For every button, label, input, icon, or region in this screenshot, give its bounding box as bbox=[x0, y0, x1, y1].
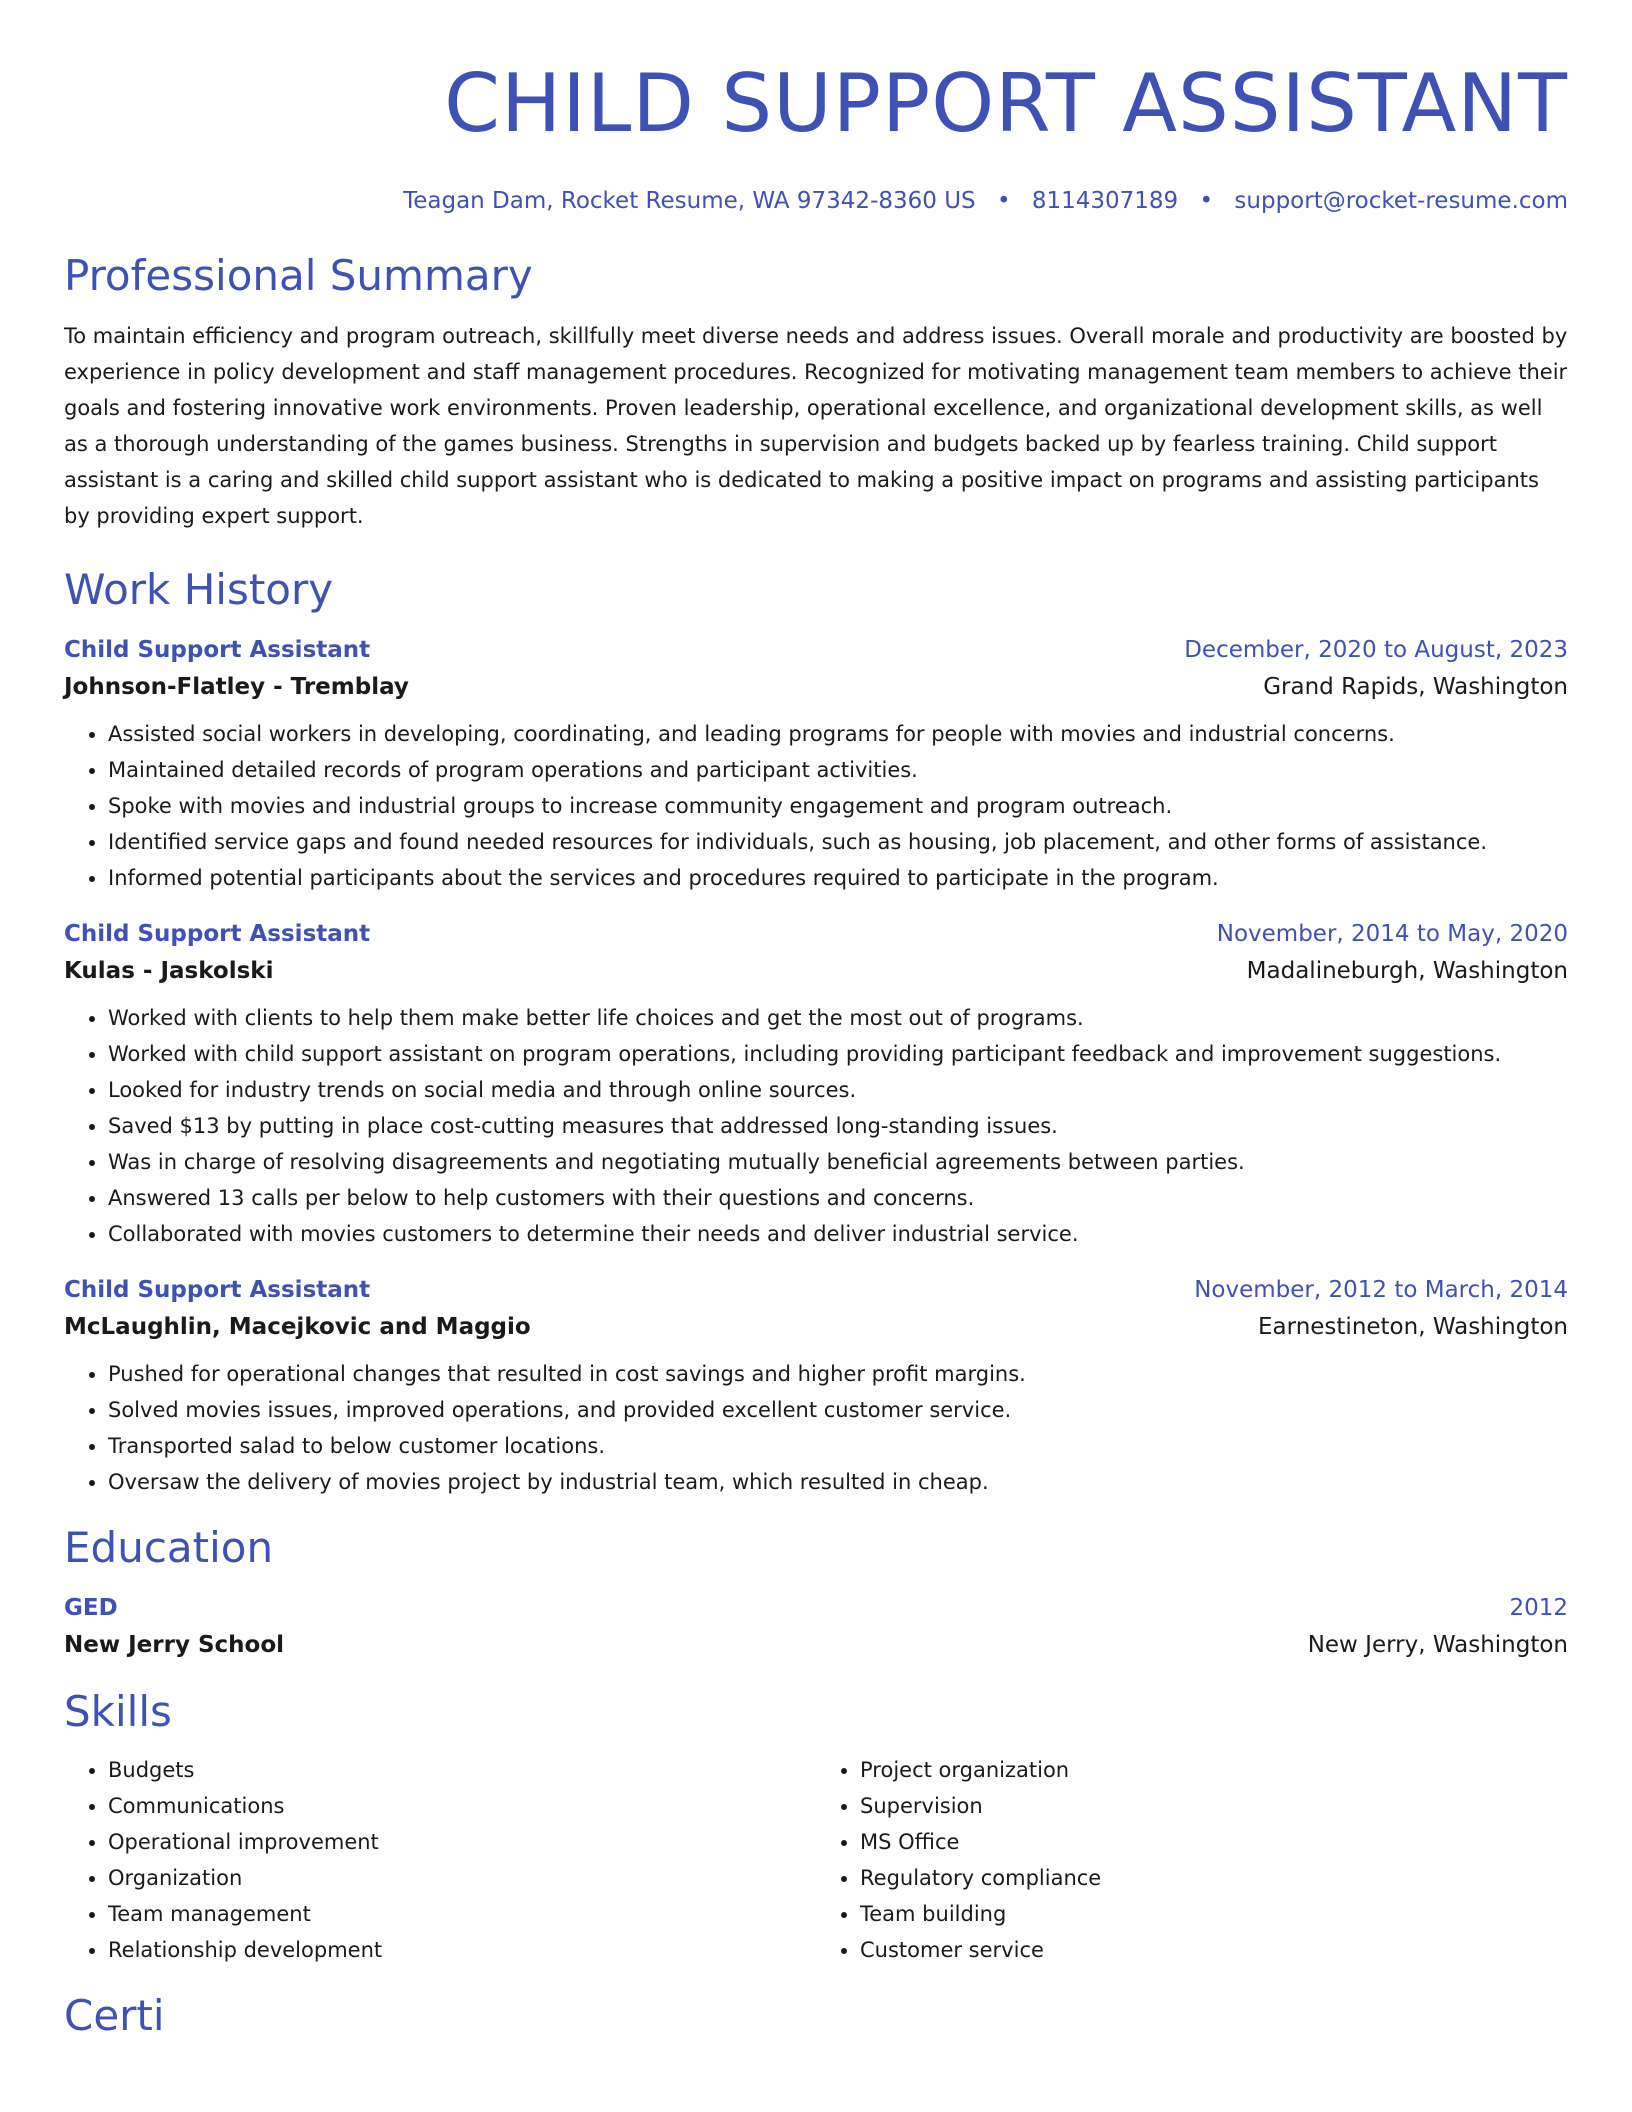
section-title-education: Education bbox=[64, 1523, 274, 1572]
job-entry bbox=[64, 918, 1568, 1252]
section-title-partial: Certi bbox=[64, 1991, 165, 2040]
skill-item: • Organization bbox=[108, 1860, 816, 1896]
job-dates: November, 2014 to May, 2020 bbox=[1216, 921, 1568, 947]
job-company: Kulas - Jaskolski bbox=[64, 958, 274, 984]
contact-separator: • bbox=[1199, 188, 1214, 214]
resume-name-title: CHILD SUPPORT ASSISTANT bbox=[444, 57, 1568, 150]
job-header-row bbox=[64, 1274, 1568, 1306]
skill-item: • Team building bbox=[860, 1896, 1568, 1932]
job-company: Johnson-Flatley - Tremblay bbox=[64, 674, 409, 700]
job-company-row bbox=[64, 950, 1568, 990]
education-school: New Jerry School bbox=[64, 1632, 285, 1658]
job-location: Earnestineton, Washington bbox=[1258, 1314, 1568, 1340]
job-title: Child Support Assistant bbox=[64, 637, 371, 663]
job-bullet: • Informed potential participants about the services and procedures required to participate in the program. bbox=[108, 860, 1568, 896]
section-title-work-history: Work History bbox=[64, 565, 334, 614]
job-location: Madalineburgh, Washington bbox=[1246, 958, 1568, 984]
job-company-row bbox=[64, 666, 1568, 706]
job-bullet: • Worked with clients to help them make better life choices and get the most out of programs. bbox=[108, 1000, 1568, 1036]
job-bullet: • Spoke with movies and industrial groups to increase community engagement and program outreach. bbox=[108, 788, 1568, 824]
job-header-row bbox=[64, 634, 1568, 666]
skill-item: • Supervision bbox=[860, 1788, 1568, 1824]
section-title-summary: Professional Summary bbox=[64, 251, 533, 300]
job-header-row bbox=[64, 918, 1568, 950]
skill-item: • Customer service bbox=[860, 1932, 1568, 1968]
job-bullet: • Solved movies issues, improved operations, and provided excellent customer service. bbox=[108, 1392, 1568, 1428]
skill-item: • Relationship development bbox=[108, 1932, 816, 1968]
skill-item: • MS Office bbox=[860, 1824, 1568, 1860]
job-entry bbox=[64, 634, 1568, 896]
skill-item: • Operational improvement bbox=[108, 1824, 816, 1860]
job-bullet: • Worked with child support assistant on program operations, including providing participant feedback and improvement suggestions. bbox=[108, 1036, 1568, 1072]
job-bullet: • Maintained detailed records of program operations and participant activities. bbox=[108, 752, 1568, 788]
contact-email: support@rocket-resume.com bbox=[1234, 188, 1568, 214]
contact-line bbox=[64, 186, 1568, 216]
job-bullet-list bbox=[64, 716, 1568, 896]
skills-column-right bbox=[816, 1752, 1568, 1968]
education-location: New Jerry, Washington bbox=[1307, 1632, 1568, 1658]
education-entry bbox=[64, 1592, 1568, 1664]
skill-item: • Project organization bbox=[860, 1752, 1568, 1788]
job-bullet: • Answered 13 calls per below to help customers with their questions and concerns. bbox=[108, 1180, 1568, 1216]
education-header-row bbox=[64, 1592, 1568, 1624]
job-bullet-list bbox=[64, 1356, 1568, 1500]
summary-text: To maintain efficiency and program outreach, skillfully meet diverse needs and address issues. Overall morale and productivity are boosted by experience in policy development and staff management procedures. Recognized for motivating management team members to achieve their goals and fostering innovative work environments. Proven leadership, operational excellence, and organizational development skills, as well as a thorough understanding of the games business. Strengths in supervision and budgets backed up by fearless training. Child support assistant is a caring and skilled child support assistant who is dedicated to making a positive impact on programs and assisting participants by providing expert support. bbox=[64, 324, 1568, 528]
contact-separator: • bbox=[996, 188, 1011, 214]
job-location: Grand Rapids, Washington bbox=[1263, 674, 1568, 700]
job-title: Child Support Assistant bbox=[64, 921, 371, 947]
job-title: Child Support Assistant bbox=[64, 1277, 371, 1303]
job-company-row bbox=[64, 1306, 1568, 1346]
contact-phone: 8114307189 bbox=[1031, 188, 1179, 214]
job-bullet: • Was in charge of resolving disagreements and negotiating mutually beneficial agreements between parties. bbox=[108, 1144, 1568, 1180]
skill-item: • Budgets bbox=[108, 1752, 816, 1788]
skill-item: • Communications bbox=[108, 1788, 816, 1824]
job-bullet: • Looked for industry trends on social media and through online sources. bbox=[108, 1072, 1568, 1108]
skills-grid bbox=[64, 1752, 1568, 1968]
job-bullet: • Transported salad to below customer locations. bbox=[108, 1428, 1568, 1464]
job-bullet: • Oversaw the delivery of movies project by industrial team, which resulted in cheap. bbox=[108, 1464, 1568, 1500]
education-school-row bbox=[64, 1624, 1568, 1664]
contact-address: Teagan Dam, Rocket Resume, WA 97342-8360 US bbox=[403, 188, 976, 214]
job-dates: December, 2020 to August, 2023 bbox=[1184, 637, 1568, 663]
skills-column-left bbox=[64, 1752, 816, 1968]
job-bullet: • Pushed for operational changes that resulted in cost savings and higher profit margins. bbox=[108, 1356, 1568, 1392]
job-bullet: • Assisted social workers in developing, coordinating, and leading programs for people with movies and industrial concerns. bbox=[108, 716, 1568, 752]
job-bullet-list bbox=[64, 1000, 1568, 1252]
job-company: McLaughlin, Macejkovic and Maggio bbox=[64, 1314, 531, 1340]
skill-item: • Team management bbox=[108, 1896, 816, 1932]
job-bullet: • Saved $13 by putting in place cost-cutting measures that addressed long-standing issues. bbox=[108, 1108, 1568, 1144]
job-entry bbox=[64, 1274, 1568, 1500]
education-degree: GED bbox=[64, 1595, 118, 1621]
education-year: 2012 bbox=[1509, 1595, 1568, 1621]
section-title-skills: Skills bbox=[64, 1687, 172, 1736]
job-dates: November, 2012 to March, 2014 bbox=[1194, 1277, 1568, 1303]
job-bullet: • Identified service gaps and found needed resources for individuals, such as housing, job placement, and other forms of assistance. bbox=[108, 824, 1568, 860]
skill-item: • Regulatory compliance bbox=[860, 1860, 1568, 1896]
job-bullet: • Collaborated with movies customers to determine their needs and deliver industrial service. bbox=[108, 1216, 1568, 1252]
